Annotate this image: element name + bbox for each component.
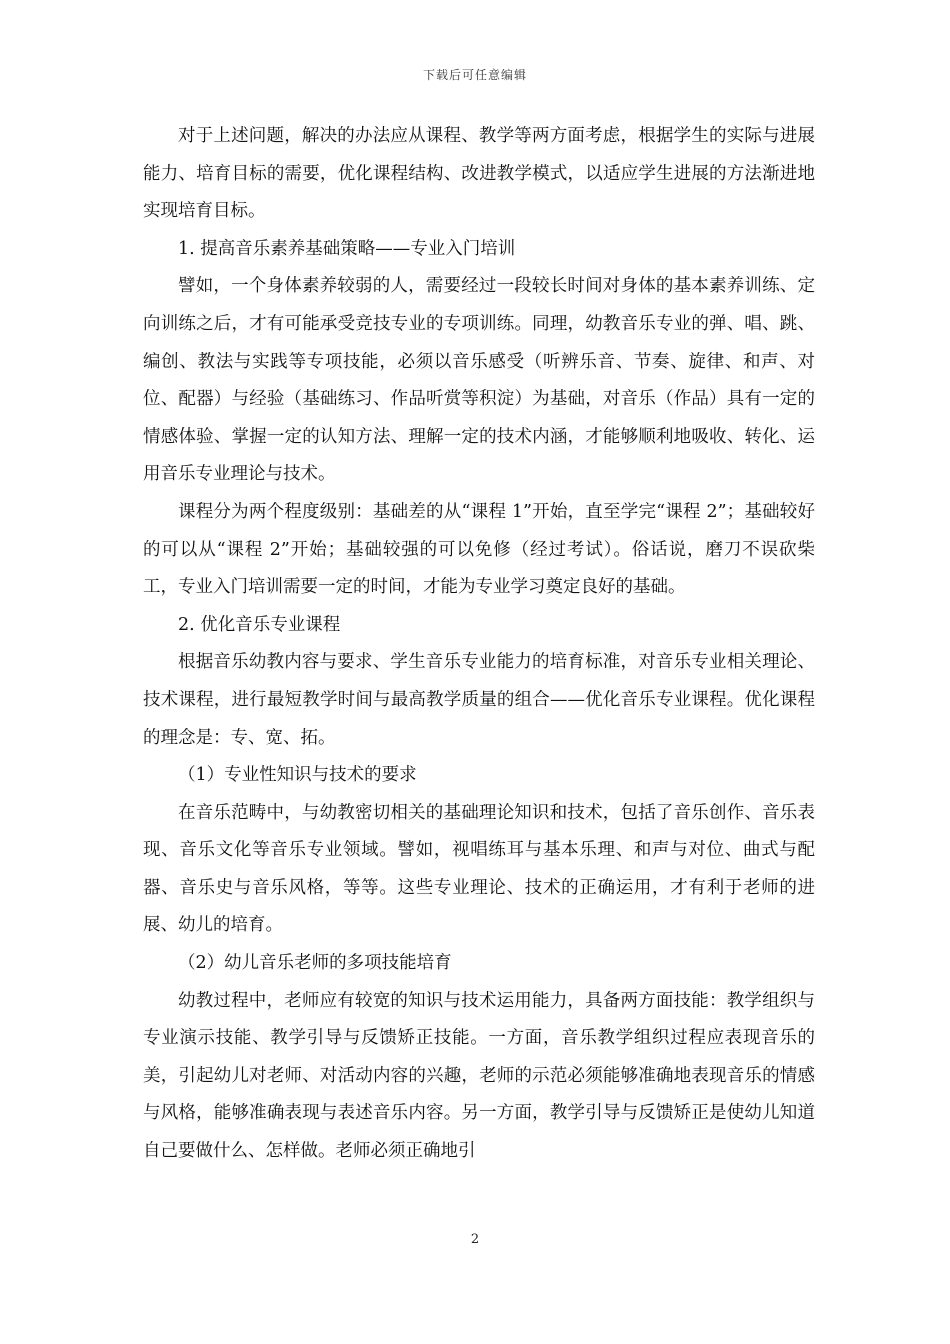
paragraph-training-example: 譬如，一个身体素养较弱的人，需要经过一段较长时间对身体的基本素养训练、定向训练之后，才有可能承受竞技专业的专项训练。同理，幼教音乐专业的弹、唱、跳、编创、教法与实践等专项技能，必须以音乐感受（听辨乐音、节奏、旋律、和声、对位、配器）与经验（基础练习、作品听赏等积淀）为基础，对音乐（作品）具有一定的情感体验、掌握一定的认知方法、理解一定的技术内涵，才能够顺利地吸收、转化、运用音乐专业理论与技术。: [143, 276, 815, 485]
paragraph-teacher-skills: 幼教过程中，老师应有较宽的知识与技术运用能力，具备两方面技能：教学组织与专业演示技能、教学引导与反馈矫正技能。一方面，音乐教学组织过程应表现音乐的美，引起幼儿对老师、对活动内容的兴趣，老师的示范必须能够准确地表现音乐的情感与风格，能够准确表现与表述音乐内容。另一方面，教学引导与反馈矫正是使幼儿知道自己要做什么、怎样做。老师必须正确地引: [143, 990, 815, 1162]
paragraph-course-levels: 课程分为两个程度级别：基础差的从“课程 1”开始，直至学完“课程 2”；基础较好的可以从“课程 2”开始；基础较强的可以免修（经过考试）。俗话说，磨刀不误砍柴工，专业入门培训需要一定的时间，才能为专业学习奠定良好的基础。: [143, 501, 815, 598]
paragraph-professional-knowledge: 在音乐范畴中，与幼教密切相关的基础理论知识和技术，包括了音乐创作、音乐表现、音乐文化等音乐专业领域。譬如，视唱练耳与基本乐理、和声与对位、曲式与配器、音乐史与音乐风格，等等。这些专业理论、技术的正确运用，才有利于老师的进展、幼儿的培育。: [143, 802, 815, 936]
subsection-heading-2: （2）幼儿音乐老师的多项技能培育: [178, 953, 452, 974]
document-body: [143, 118, 815, 1171]
section-heading-2: 2. 优化音乐专业课程: [178, 614, 341, 635]
paragraph-optimize-courses: 根据音乐幼教内容与要求、学生音乐专业能力的培育标准，对音乐专业相关理论、技术课程，进行最短教学时间与最高教学质量的组合——优化音乐专业课程。优化课程的理念是：专、宽、拓。: [143, 652, 815, 748]
page-header: 下载后可任意编辑: [422, 68, 527, 82]
subsection-heading-1: （1）专业性知识与技术的要求: [178, 765, 417, 786]
page-number: 2: [470, 1232, 480, 1247]
paragraph-intro: 对于上述问题，解决的办法应从课程、教学等两方面考虑，根据学生的实际与进展能力、培育目标的需要，优化课程结构、改进教学模式，以适应学生进展的方法渐进地实现培育目标。: [143, 126, 815, 222]
section-heading-1: 1. 提高音乐素养基础策略——专业入门培训: [178, 238, 516, 259]
